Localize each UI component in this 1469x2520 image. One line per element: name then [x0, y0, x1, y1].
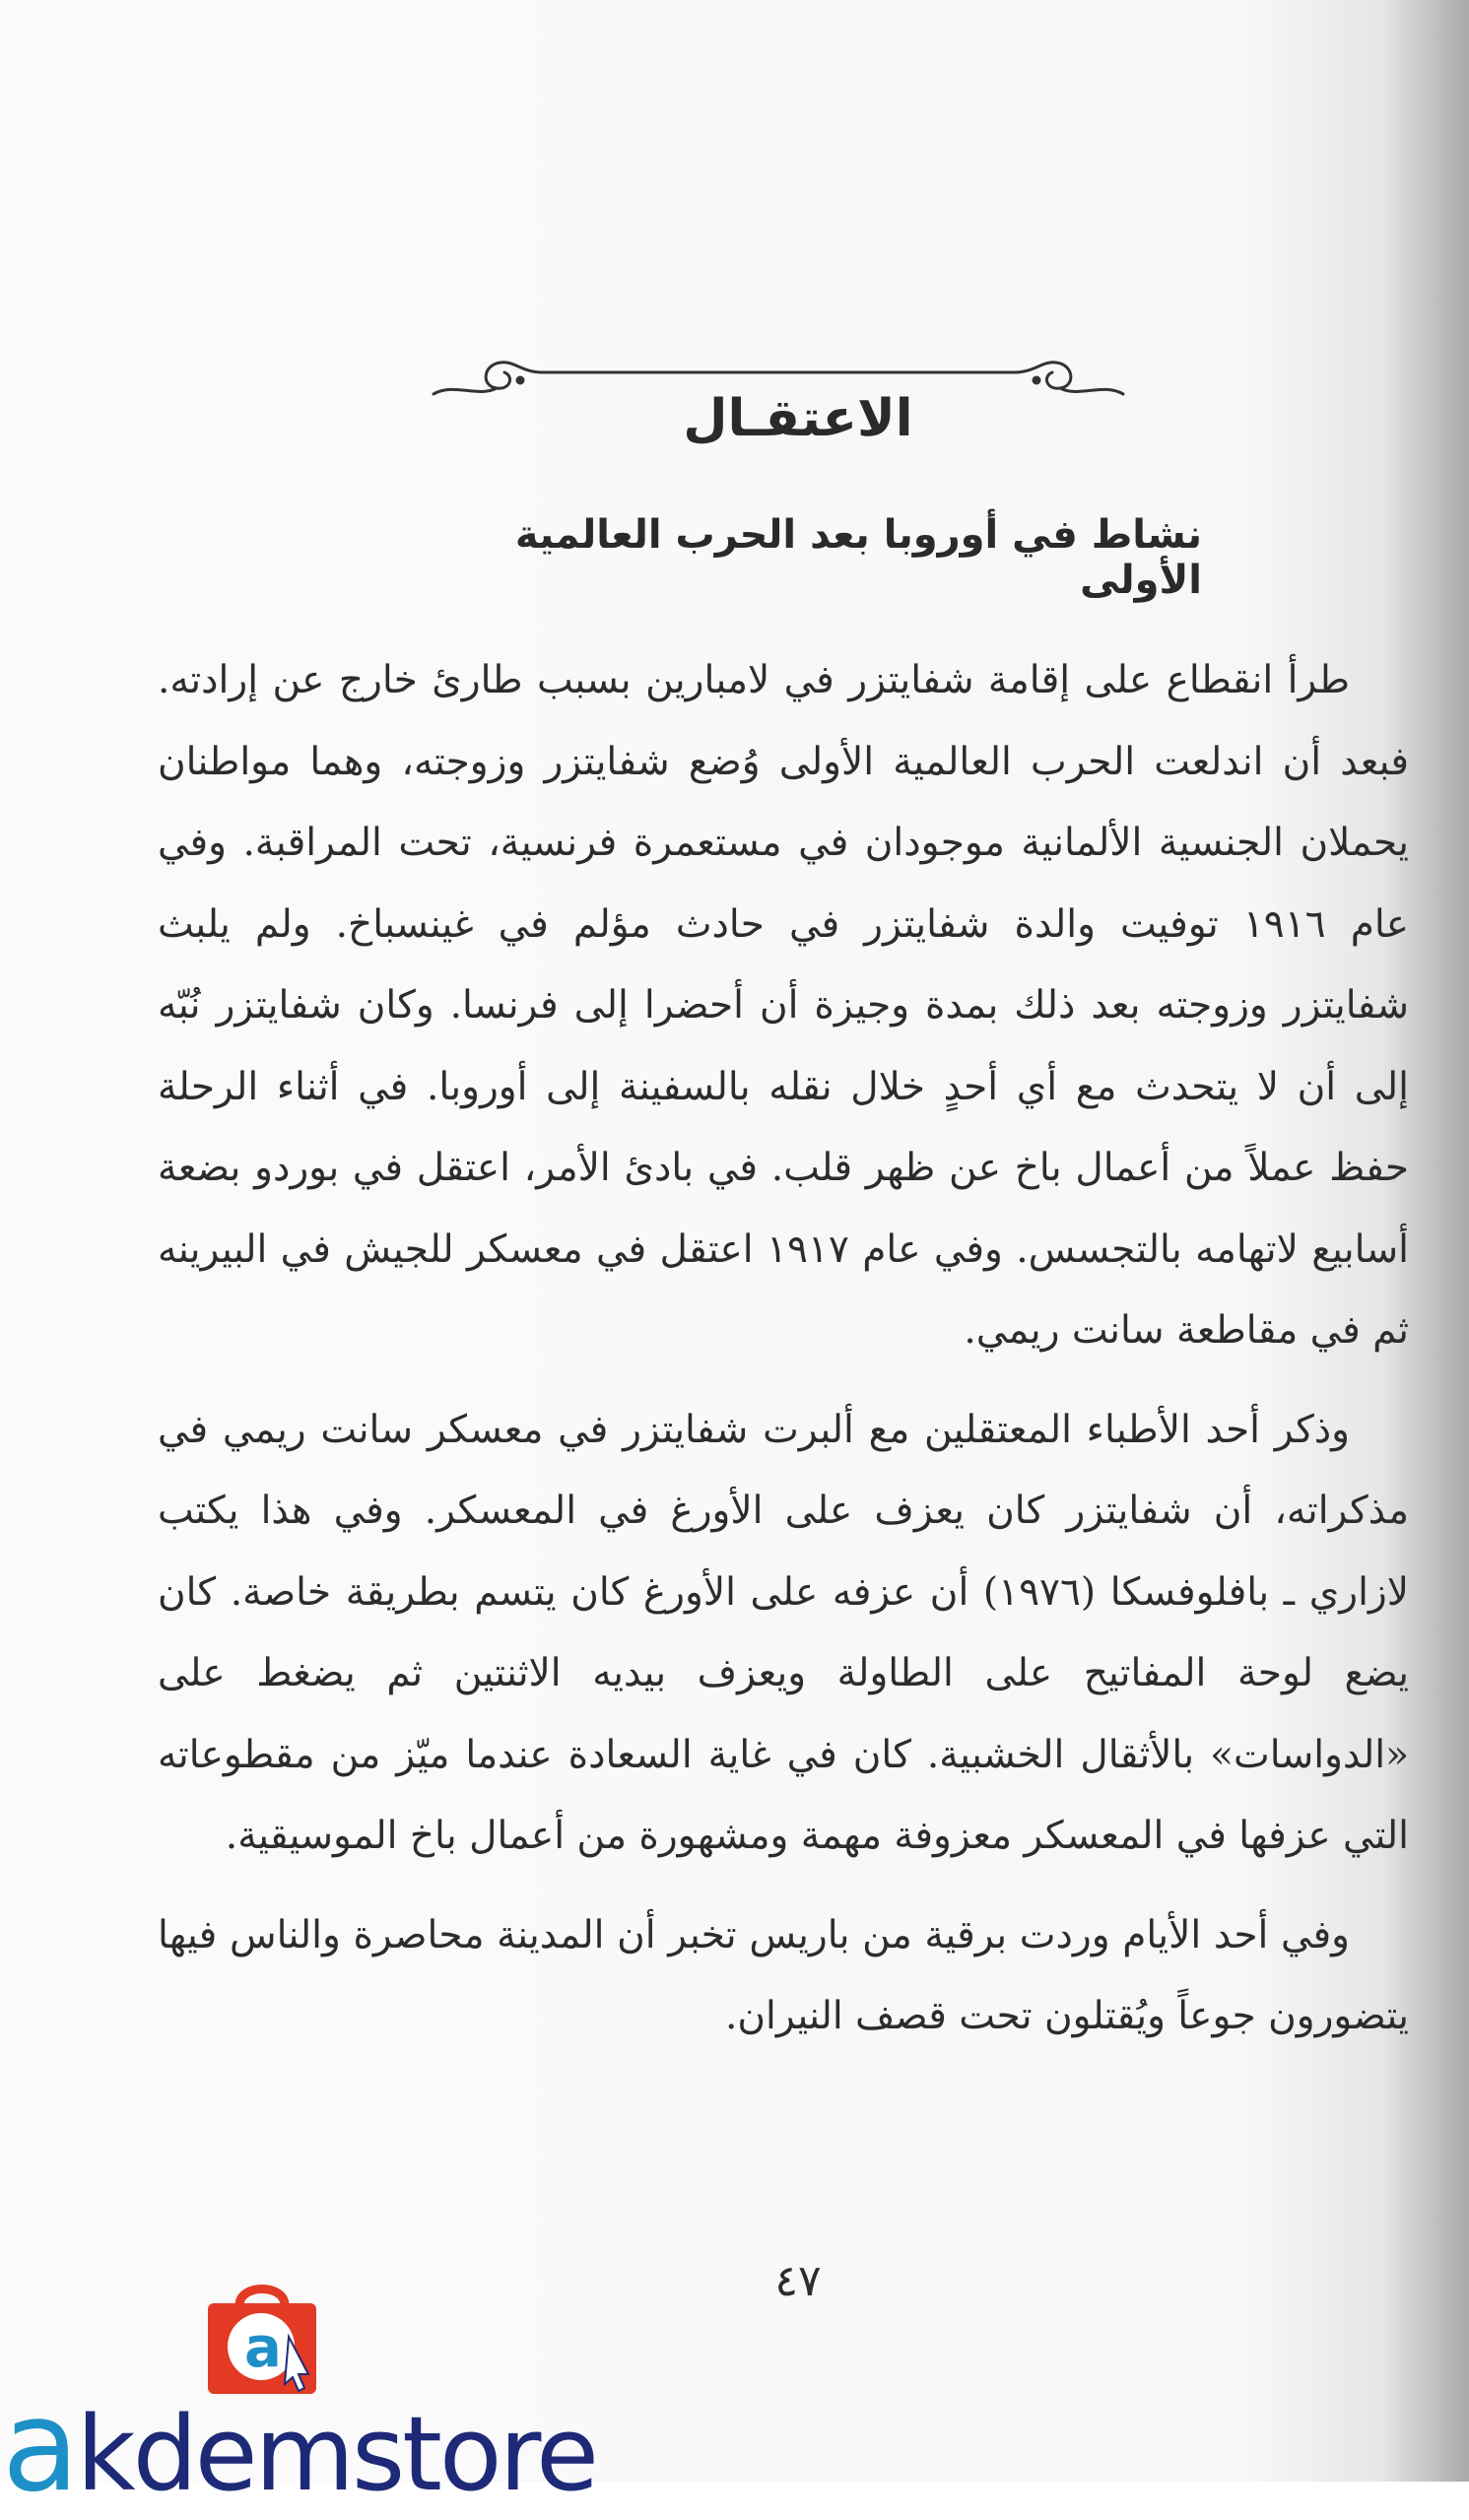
shopping-bag-icon: [202, 2276, 322, 2399]
brand-name: akdemstore: [2, 2373, 597, 2520]
brand-name-rest: kdemstore: [76, 2394, 597, 2514]
paragraph: وفي أحد الأيام وردت برقية من باريس تخبر أن المدينة محاصرة والناس فيها يتضورون جوعاً ويُقتلون تحت قصف النيران.: [158, 1912, 1409, 2038]
page-number: ٤٧: [774, 2256, 822, 2306]
bag-letter: a: [244, 2316, 282, 2380]
chapter-subtitle: نشاط في أوروبا بعد الحرب العالمية الأولى: [514, 512, 1202, 603]
paragraph: وذكر أحد الأطباء المعتقلين مع ألبرت شفايتزر في معسكر سانت ريمي في مذكراته، أن شفايتزر كان يعزف على الأورغ في المعسكر. وفي هذا يكتب لازاري ـ بافلوفسكا (١٩٧٦) أن عزفه على الأورغ كان يتسم بطريقة خاصة. كان يضع لوحة المفاتيح على الطاولة ويعزف بيديه الاثنتين ثم يضغط على «الدواسات» بالأثقال الخشبية. كان في غاية السعادة عندما ميّز من مقطوعاته التي عزفها في المعسكر معزوفة مهمة ومشهورة من أعمال باخ الموسيقية.: [158, 1407, 1409, 1858]
chapter-title: الاعتقـال: [683, 389, 913, 448]
paragraph: طرأ انقطاع على إقامة شفايتزر في لامبارين بسبب طارئ خارج عن إرادته. فبعد أن اندلعت الحرب العالمية الأولى وُضع شفايتزر وزوجته، وهما مواطنان يحملان الجنسية الألمانية موجودان في مستعمرة فرنسية، تحت المراقبة. وفي عام ١٩١٦ توفيت والدة شفايتزر في حادث مؤلم في غينسباخ. ولم يلبث شفايتزر وزوجته بعد ذلك بمدة وجيزة أن أحضرا إلى فرنسا. وكان شفايتزر نُبّه إلى أن لا يتحدث مع أي أحدٍ خلال نقله بالسفينة إلى أوروبا. في أثناء الرحلة حفظ عملاً من أعمال باخ عن ظهر قلب. في بادئ الأمر، اعتقل في بوردو بضعة أسابيع لاتهامه بالتجسس. وفي عام ١٩١٧ اعتقل في معسكر للجيش في البيرينه ثم في مقاطعة سانت ريمي.: [158, 658, 1410, 1353]
body-text: [158, 640, 1409, 2058]
akdemstore-watermark-logo: [0, 2276, 597, 2520]
